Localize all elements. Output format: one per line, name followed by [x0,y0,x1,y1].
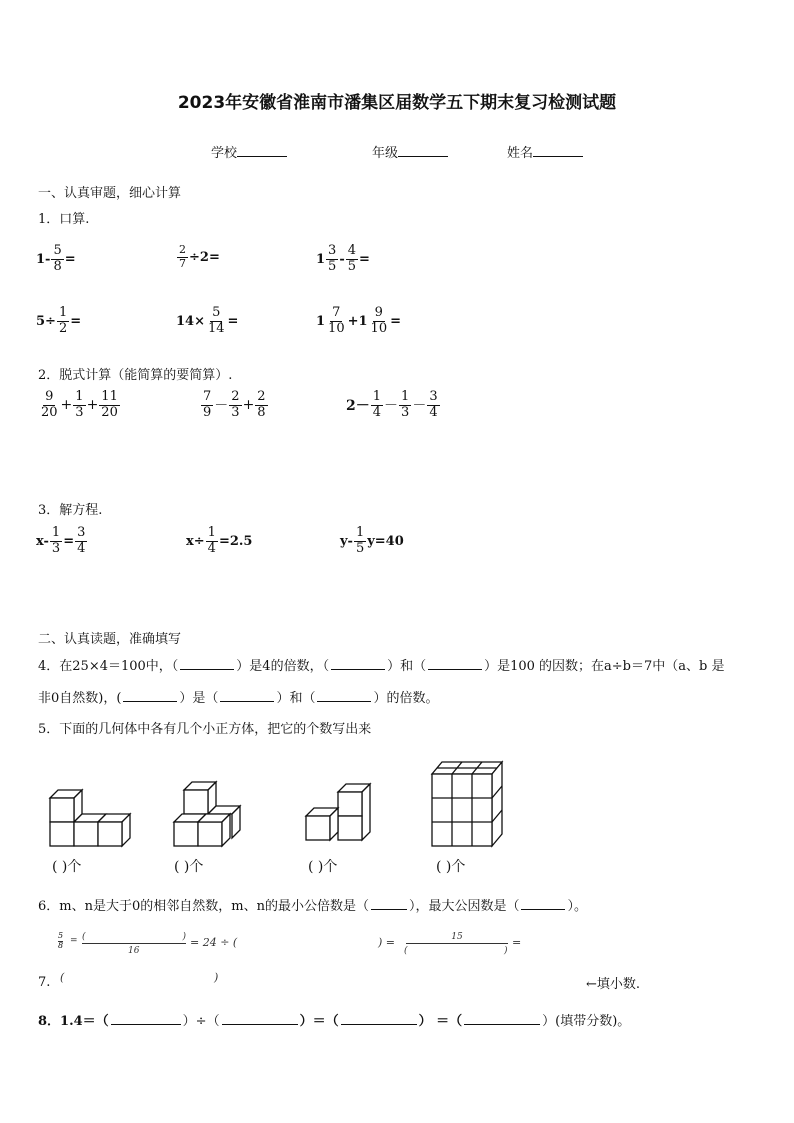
q1-r1c1 [36,244,76,275]
q4-line2 [38,687,438,706]
q3-eq3-post: y=40 [367,533,404,549]
q2-expr3 [346,390,441,421]
page-title: 2023年安徽省淮南市潘集区届数学五下期末复习检测试题 [177,93,617,113]
fraction [75,526,87,557]
q7-note: ←填小数. [586,977,641,992]
answer-blank[interactable] [220,690,274,702]
fraction [51,244,63,275]
open-paren: ( [82,932,86,942]
fraction [50,526,62,557]
q4-text: ）是100 的因数；在a÷b＝7中（a、b 是 [484,659,725,674]
numerator: 2 [179,243,186,256]
fraction [346,244,358,275]
operator: － [412,398,427,415]
denominator: 4 [207,540,216,556]
q1-r1c3 [316,244,370,275]
q4-text: ）是（ [179,691,219,706]
answer-blank[interactable] [331,658,385,670]
grade-field [372,142,448,161]
numerator: 1 [207,525,216,540]
operator: + [242,397,255,414]
answer-blank[interactable] [521,898,565,910]
fraction [399,390,411,421]
denominator: 8 [257,404,266,420]
school-label: 学校 [211,146,238,161]
q4-text: ）是4的倍数，（ [236,659,330,674]
q7-open-paren: ( [60,971,65,984]
answer-blank[interactable] [111,1013,181,1025]
q6-text: ）。 [567,899,587,914]
numerator: 11 [101,389,118,404]
close-paren: ) [182,932,186,942]
denominator: 3 [75,404,84,420]
denominator: 5 [328,258,337,274]
q8-text: ）＝（ [299,1014,339,1029]
denominator: 10 [328,320,345,336]
name-blank[interactable] [533,144,583,157]
fraction [326,244,338,275]
denominator: 7 [179,256,186,270]
numerator: 4 [347,243,357,258]
q6-line [38,895,587,914]
q1-r1c1-post: = [64,251,76,267]
q7-eq1: = [70,936,78,946]
numerator: 9 [374,305,383,320]
q5-answer-4[interactable]: ( )个 [436,859,466,875]
q5-label: 5．下面的几何体中各有几个小正方体，把它的个数写出来 [38,722,372,737]
q3-eq1 [36,526,88,557]
q1-label: 1．口算. [38,212,90,227]
fraction [326,306,347,337]
q7-eq3: ) = [378,936,396,949]
q4-text: 非0自然数)，( [38,691,122,706]
q7-close-paren: ) [214,971,219,984]
fraction [73,390,85,421]
numerator: 7 [332,305,341,320]
name-field [507,142,583,161]
q7-eq4: = [512,936,522,949]
fraction [57,306,69,337]
q2-label: 2．脱式计算（能简算的要简算）. [38,368,233,383]
fraction [177,244,188,270]
numerator: 1 [75,389,84,404]
cube-figure-3 [300,782,380,850]
denominator: 3 [231,404,240,420]
numerator: 1 [401,389,410,404]
numerator: 5 [212,305,221,320]
denominator: 8 [58,940,64,950]
numerator: 1 [355,525,365,540]
q7-frac3-num [406,932,508,944]
q3-eq2 [186,526,252,557]
q1-r2c1-pre: 5÷ [36,313,56,329]
denominator: 2 [58,320,68,336]
q3-eq3-pre: y- [340,533,353,549]
denominator: 4 [372,404,382,420]
denominator: 14 [207,320,225,336]
fraction [427,390,439,421]
operator: + [60,397,73,414]
q3-label: 3．解方程. [38,503,103,518]
q7-eq2: = 24 ÷ ( [190,936,238,949]
q1-r2c3 [316,306,401,337]
q7-frac3-den-open: ( [404,946,408,956]
numerator: 5 [58,931,64,940]
q1-r2c2-pre: 14× [176,313,205,329]
numerator: 3 [328,243,337,258]
grade-blank[interactable] [398,144,448,157]
fraction [354,526,366,557]
q1-r1c3-post: = [359,251,370,267]
q1-r1c2 [176,244,220,270]
fraction [206,526,218,557]
fraction [99,390,120,421]
q4-text: ）和（ [276,691,316,706]
denominator: 4 [429,404,438,420]
q1-r2c3-pre: 1 [316,313,326,329]
q4-line1 [38,655,724,674]
numerator: 1 [372,389,382,404]
cube-figure-4 [428,756,508,852]
answer-blank[interactable] [222,1013,298,1025]
fraction [201,390,213,421]
numerator: 2 [257,389,266,404]
q8-text: 8．1.4＝（ [38,1014,109,1029]
q6-text: ），最大公因数是（ [408,899,520,914]
operator: － [384,398,399,415]
q8-text: ）÷（ [182,1014,220,1029]
q5-answer-1[interactable]: ( )个 [52,859,82,875]
q4-text: ）和（ [387,659,427,674]
denominator: 9 [203,404,212,420]
q7-frac2-num[interactable] [82,932,186,944]
numerator: 3 [77,525,86,540]
answer-blank[interactable] [464,1013,540,1025]
q8-text: ） ＝（ [418,1014,463,1029]
q7-frac2-den: 16 [128,946,140,956]
q3-eq2-pre: x÷ [186,533,205,549]
q1-r1c2-post: ÷2= [189,249,220,265]
fraction [229,390,241,421]
q8-line [38,1010,630,1029]
cube-figure-1 [44,782,144,848]
q2-expr3-pre: 2－ [346,398,370,415]
numerator: 1 [58,305,68,320]
grade-label: 年级 [372,146,399,161]
denominator: 3 [401,404,410,420]
denominator: 20 [101,404,118,420]
q6-text: 6．m、n是大于0的相邻自然数，m、n的最小公倍数是（ [38,899,369,914]
denominator: 10 [370,320,388,336]
numerator: 5 [53,243,62,258]
q1-r2c3-mid: +1 [347,313,368,329]
school-blank[interactable] [237,144,287,157]
answer-blank[interactable] [317,690,371,702]
denominator: 20 [41,404,58,420]
numerator: 7 [203,389,212,404]
q4-text: 4．在25×4＝100中，（ [38,659,179,674]
section2-heading: 二、认真读题，准确填写 [38,632,182,647]
denominator: 8 [53,258,62,274]
operator: － [214,398,229,415]
q5-answer-3[interactable]: ( )个 [308,859,338,875]
q7-label: 7. [38,975,51,990]
q1-r1c3-pre: 1 [316,251,326,267]
name-label: 姓名 [507,146,534,161]
answer-blank[interactable] [428,658,482,670]
q1-r2c3-post: = [390,313,401,329]
numerator: 9 [45,389,54,404]
fraction [255,390,267,421]
q3-eq2-post: =2.5 [218,533,253,549]
fraction [206,306,227,337]
fraction [371,390,383,421]
denominator: 5 [355,540,365,556]
q1-r1c1-pre: 1- [36,251,51,267]
q7-frac3-den-close: ) [504,946,508,956]
q1-r1c3-mid: - [339,251,345,267]
cube-figure-2 [168,776,252,848]
q2-expr1 [38,390,121,421]
fraction [369,306,390,337]
numerator: 2 [231,389,240,404]
q7-frac1 [58,932,63,951]
section1-heading: 一、认真审题，细心计算 [38,186,182,201]
answer-blank[interactable] [123,690,177,702]
q1-r2c1-post: = [70,313,82,329]
school-field [211,142,287,161]
operator: + [86,397,99,414]
numerator: 1 [51,525,61,540]
q8-text: ）(填带分数)。 [542,1014,631,1029]
q3-eq1-mid: = [63,533,75,549]
q1-r2c2 [176,306,238,337]
q2-expr2 [200,390,269,421]
q3-eq3 [340,526,404,557]
fraction [39,390,60,421]
denominator: 4 [77,540,86,556]
q1-r2c2-post: = [227,313,239,329]
denominator: 3 [51,540,61,556]
q4-text: ）的倍数。 [373,691,439,706]
q1-r2c1 [36,306,81,337]
answer-blank[interactable] [371,898,407,910]
q3-eq1-pre: x- [36,533,49,549]
numerator: 15 [451,932,463,942]
denominator: 5 [347,258,357,274]
answer-blank[interactable] [180,658,234,670]
q5-answer-2[interactable]: ( )个 [174,859,204,875]
answer-blank[interactable] [341,1013,417,1025]
numerator: 3 [429,389,438,404]
